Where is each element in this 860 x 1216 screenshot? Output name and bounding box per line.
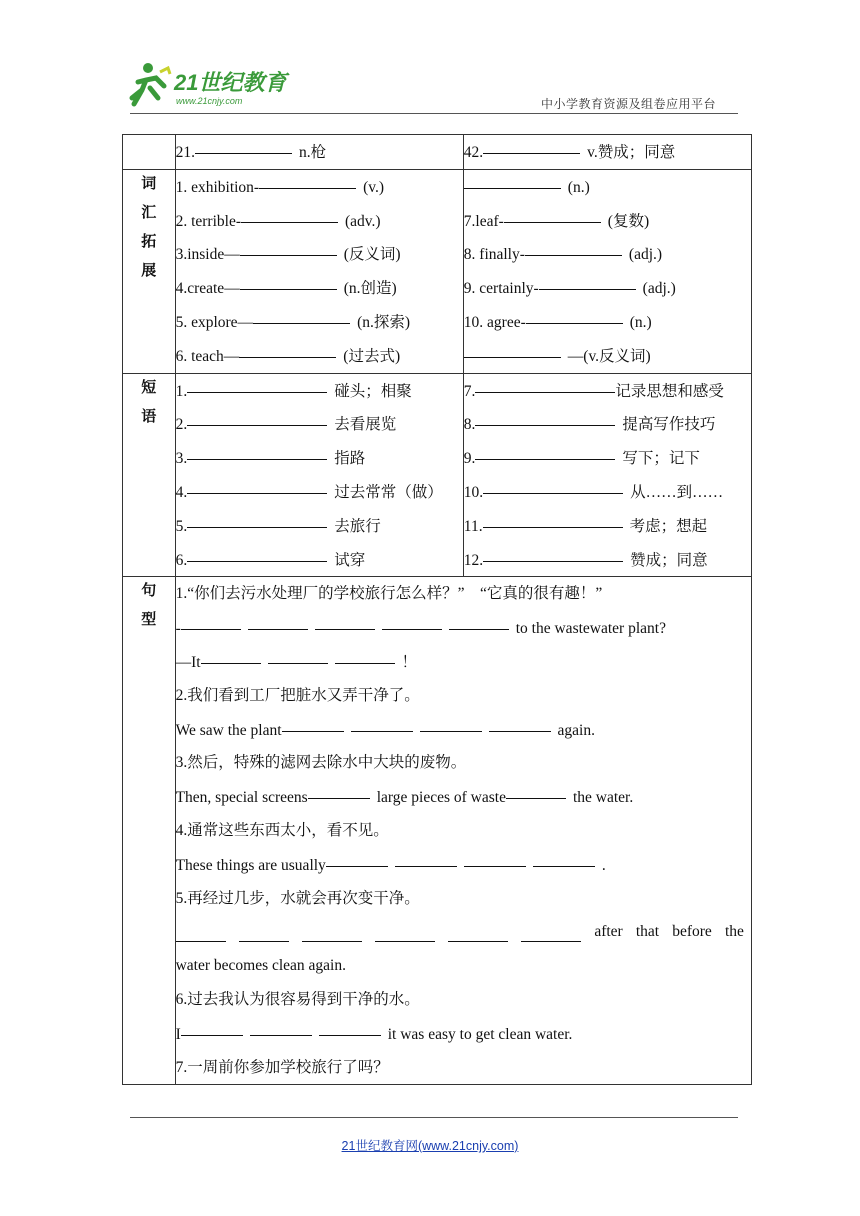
answer-blank[interactable] bbox=[464, 339, 561, 358]
vocab-item: 3.inside— (反义词) bbox=[176, 237, 463, 271]
category-vocab-expansion: 词 汇 拓 展 bbox=[123, 169, 176, 373]
sentence-prompt: 2.我们看到工厂把脏水又弄干净了。 bbox=[175, 686, 420, 704]
answer-blank[interactable] bbox=[335, 645, 395, 664]
phrase-item: 10. 从……到…… bbox=[464, 475, 751, 509]
table-row bbox=[123, 135, 752, 170]
vocab-item: 4.create— (n.创造) bbox=[176, 271, 463, 305]
answer-blank[interactable] bbox=[248, 611, 308, 630]
footer-link[interactable]: 21世纪教育网(www.21cnjy.com) bbox=[341, 1139, 519, 1153]
answer-blank[interactable] bbox=[187, 374, 327, 393]
answer-blank[interactable] bbox=[483, 475, 623, 494]
empty-category-cell bbox=[123, 135, 176, 170]
answer-blank[interactable] bbox=[176, 923, 226, 942]
answer-blank[interactable] bbox=[187, 509, 327, 528]
phrases-left-column bbox=[175, 373, 463, 577]
phrases-right-column bbox=[463, 373, 751, 577]
vocab-left-column bbox=[175, 169, 463, 373]
vocab-item: 21. n.枪 bbox=[176, 135, 463, 169]
vocab-item: 42. v.赞成；同意 bbox=[464, 135, 751, 169]
sentence-answer: —It ！ bbox=[176, 645, 744, 679]
sentences-column bbox=[175, 577, 751, 1085]
answer-blank[interactable] bbox=[268, 645, 328, 664]
answer-blank[interactable] bbox=[351, 713, 413, 732]
answer-blank[interactable] bbox=[241, 204, 338, 223]
vocab-item: —(v.反义词) bbox=[464, 339, 751, 373]
sentence-prompt: 6.过去我认为很容易得到干净的水。 bbox=[175, 990, 420, 1008]
answer-blank[interactable] bbox=[504, 204, 601, 223]
table-row bbox=[123, 169, 752, 373]
answer-blank[interactable] bbox=[239, 339, 336, 358]
answer-blank[interactable] bbox=[525, 237, 622, 256]
sentence-answer: after that before the bbox=[176, 915, 744, 949]
sentence-answer: - to the wastewater plant? bbox=[176, 611, 744, 645]
answer-blank[interactable] bbox=[187, 441, 327, 460]
sentence-prompt: 1.“你们去污水处理厂的学校旅行怎么样？” “它真的很有趣！” bbox=[175, 585, 603, 603]
answer-blank[interactable] bbox=[506, 780, 566, 799]
answer-blank[interactable] bbox=[319, 1017, 381, 1036]
answer-blank[interactable] bbox=[375, 923, 435, 942]
answer-blank[interactable] bbox=[250, 1017, 312, 1036]
answer-blank[interactable] bbox=[240, 271, 337, 290]
sentence-prompt: 4.通常这些东西太小，看不见。 bbox=[175, 821, 389, 839]
answer-blank[interactable] bbox=[240, 237, 337, 256]
answer-blank[interactable] bbox=[464, 170, 561, 189]
answer-blank[interactable] bbox=[253, 305, 350, 324]
vocab-item: 2. terrible- (adv.) bbox=[176, 204, 463, 238]
vocab-item: 1. exhibition- (v.) bbox=[176, 170, 463, 204]
category-sentence-patterns: 句 型 bbox=[123, 577, 176, 1085]
answer-blank[interactable] bbox=[382, 611, 442, 630]
answer-blank[interactable] bbox=[483, 135, 580, 154]
answer-blank[interactable] bbox=[483, 543, 623, 562]
sentence-answer: Then, special screens large pieces of waste the water. bbox=[176, 780, 744, 814]
table-row bbox=[123, 373, 752, 577]
answer-blank[interactable] bbox=[308, 780, 370, 799]
answer-blank[interactable] bbox=[282, 713, 344, 732]
vocab-item: 6. teach— (过去式) bbox=[176, 339, 463, 373]
vocab-right-column bbox=[463, 169, 751, 373]
sentence-answer: water becomes clean again. bbox=[175, 957, 346, 975]
answer-blank[interactable] bbox=[187, 543, 327, 562]
answer-blank[interactable] bbox=[181, 611, 241, 630]
worksheet-table bbox=[122, 134, 752, 1085]
sentence-prompt: 7.一周前你参加学校旅行了吗？ bbox=[175, 1058, 389, 1076]
sentence-answer: These things are usually . bbox=[176, 848, 744, 882]
header-divider bbox=[130, 113, 738, 114]
answer-blank[interactable] bbox=[420, 713, 482, 732]
answer-blank[interactable] bbox=[187, 407, 327, 426]
logo-text: 21世纪教育 bbox=[174, 70, 287, 95]
answer-blank[interactable] bbox=[464, 848, 526, 867]
answer-blank[interactable] bbox=[475, 374, 615, 393]
phrase-item: 7. 记录思想和感受 bbox=[464, 374, 751, 408]
answer-blank[interactable] bbox=[449, 611, 509, 630]
answer-blank[interactable] bbox=[521, 923, 581, 942]
phrase-item: 9. 写下；记下 bbox=[464, 441, 751, 475]
vocab-item: (n.) bbox=[464, 170, 751, 204]
answer-blank[interactable] bbox=[195, 135, 292, 154]
answer-blank[interactable] bbox=[475, 441, 615, 460]
answer-blank[interactable] bbox=[239, 923, 289, 942]
answer-blank[interactable] bbox=[475, 407, 615, 426]
platform-title: 中小学教育资源及组卷应用平台 bbox=[541, 97, 717, 111]
answer-blank[interactable] bbox=[483, 509, 623, 528]
vocab-item: 8. finally- (adj.) bbox=[464, 237, 751, 271]
phrase-item: 5. 去旅行 bbox=[176, 509, 463, 543]
phrase-item: 4. 过去常常（做） bbox=[176, 475, 463, 509]
answer-blank[interactable] bbox=[181, 1017, 243, 1036]
footer-divider bbox=[130, 1117, 738, 1118]
site-logo bbox=[124, 60, 294, 110]
phrase-item: 12. 赞成；同意 bbox=[464, 543, 751, 577]
answer-blank[interactable] bbox=[259, 170, 356, 189]
phrase-item: 2. 去看展览 bbox=[176, 407, 463, 441]
phrase-item: 1. 碰头；相聚 bbox=[176, 374, 463, 408]
answer-blank[interactable] bbox=[395, 848, 457, 867]
phrase-item: 11. 考虑；想起 bbox=[464, 509, 751, 543]
vocab-item: 5. explore— (n.探索) bbox=[176, 305, 463, 339]
sentence-prompt: 3.然后，特殊的滤网去除水中大块的废物。 bbox=[175, 754, 467, 772]
sentence-prompt: 5.再经过几步，水就会再次变干净。 bbox=[175, 889, 420, 907]
answer-blank[interactable] bbox=[302, 923, 362, 942]
vocab-item: 10. agree- (n.) bbox=[464, 305, 751, 339]
answer-blank[interactable] bbox=[526, 305, 623, 324]
phrase-item: 8. 提高写作技巧 bbox=[464, 407, 751, 441]
sentence-answer: We saw the plant again. bbox=[176, 713, 744, 747]
runner-logo-icon bbox=[124, 60, 294, 110]
answer-blank[interactable] bbox=[326, 848, 388, 867]
phrase-item: 3. 指路 bbox=[176, 441, 463, 475]
answer-blank[interactable] bbox=[533, 848, 595, 867]
table-row bbox=[123, 577, 752, 1085]
logo-url: www.21cnjy.com bbox=[176, 96, 243, 106]
sentence-answer: I it was easy to get clean water. bbox=[176, 1017, 744, 1051]
phrase-item: 6. 试穿 bbox=[176, 543, 463, 577]
category-phrases: 短 语 bbox=[123, 373, 176, 577]
answer-blank[interactable] bbox=[489, 713, 551, 732]
answer-blank[interactable] bbox=[201, 645, 261, 664]
vocab-item: 9. certainly- (adj.) bbox=[464, 271, 751, 305]
answer-blank[interactable] bbox=[187, 475, 327, 494]
answer-blank[interactable] bbox=[448, 923, 508, 942]
answer-blank[interactable] bbox=[315, 611, 375, 630]
vocab-item: 7.leaf- (复数) bbox=[464, 204, 751, 238]
answer-blank[interactable] bbox=[539, 271, 636, 290]
